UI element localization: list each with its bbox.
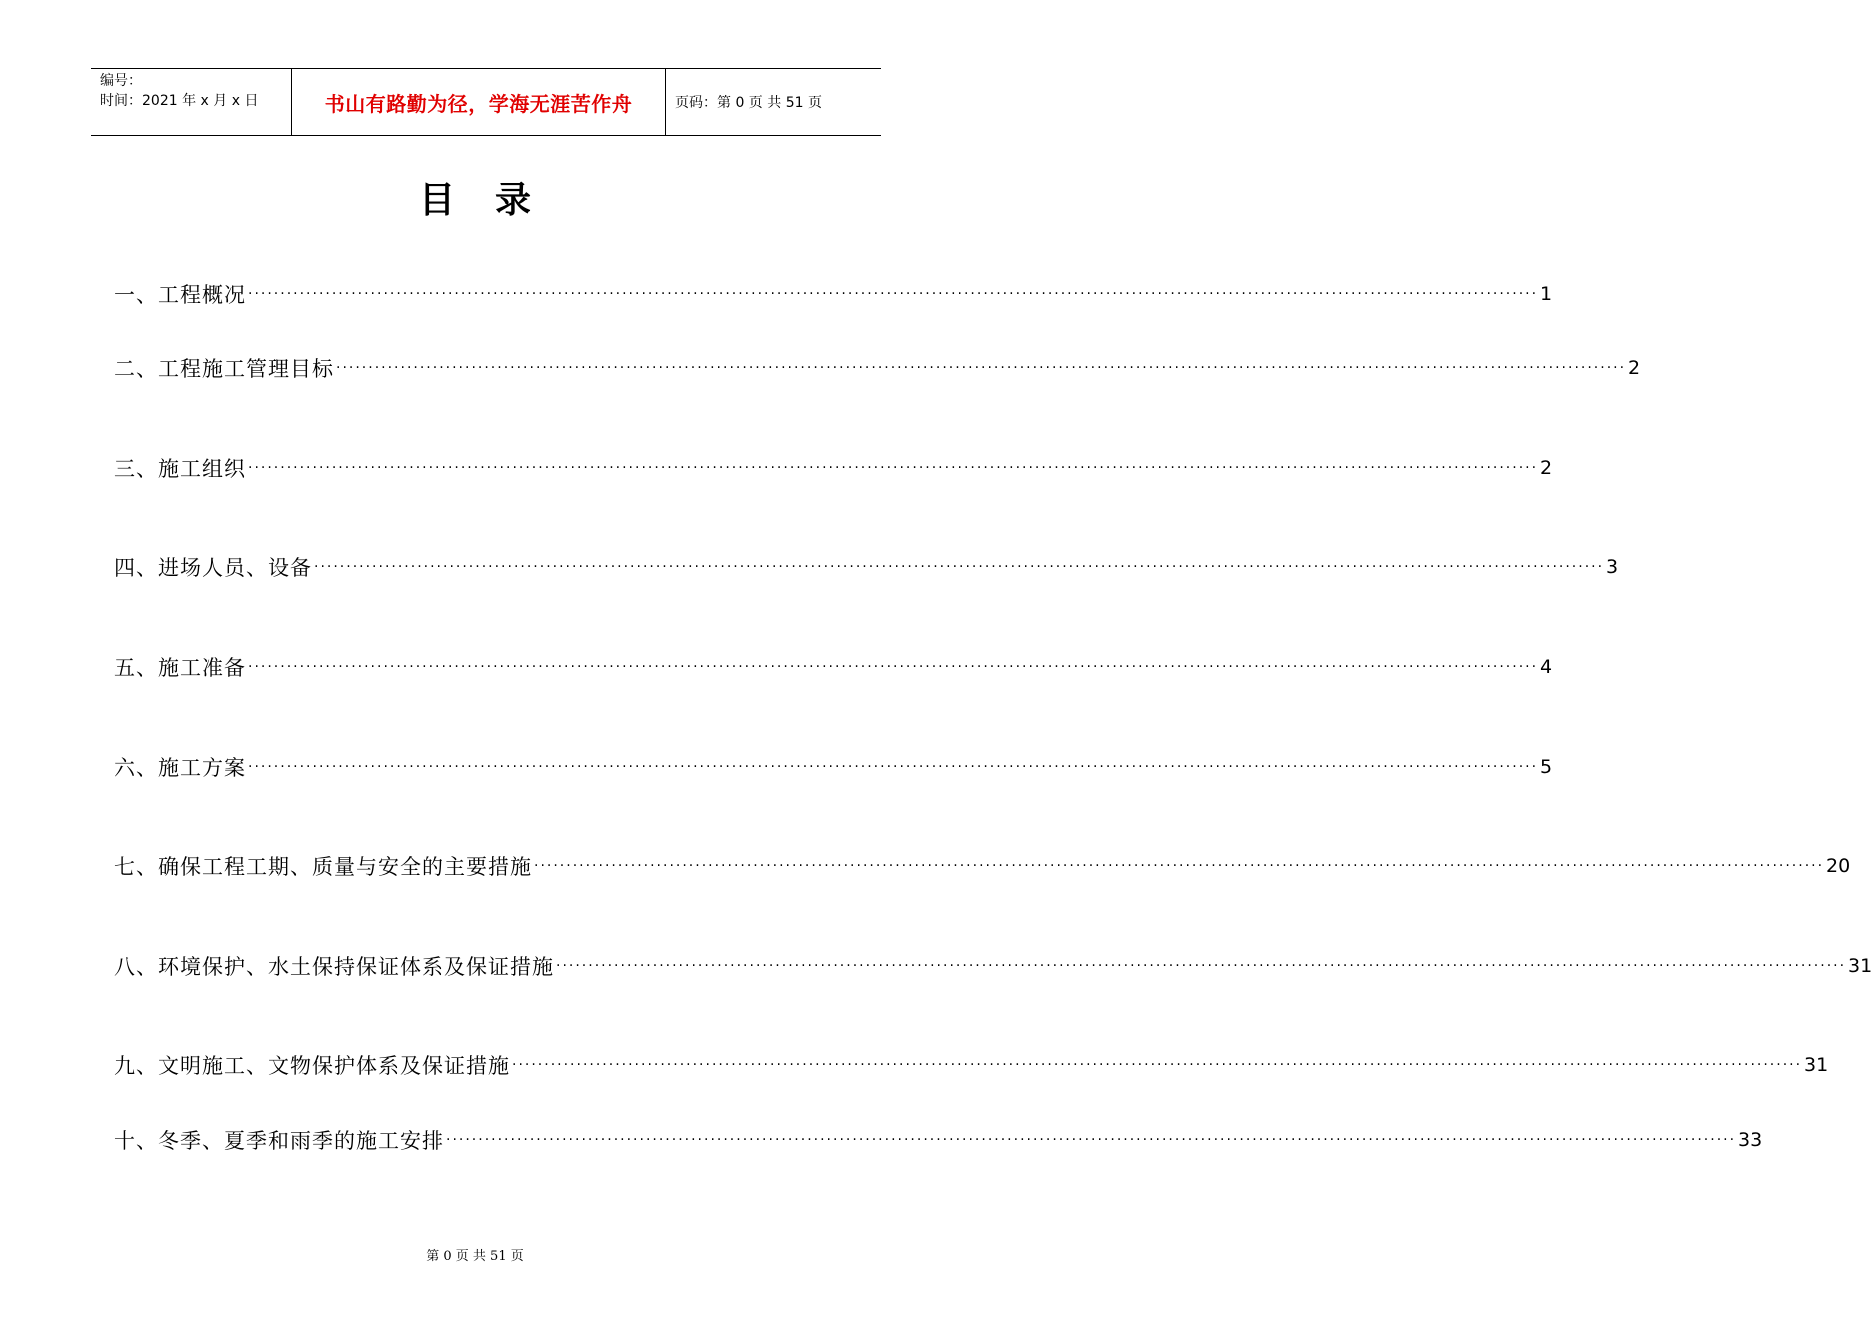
toc-item-label: 九、文明施工、文物保护体系及保证措施 [114,1054,510,1078]
toc-item-page: 33 [1738,1129,1763,1151]
toc-leader-dots: ········································································································································································································ [248,286,1539,302]
toc-item[interactable] [114,1125,1763,1155]
toc-item-page: 1 [1540,283,1553,305]
toc-item-label: 三、施工组织 [114,457,246,481]
page-footer: 第 0 页 共 51 页 [426,1249,524,1264]
document-date: 时间：2021 年 x 月 x 日 [100,93,259,109]
toc-leader-dots: ········································································································································································································ [248,659,1539,675]
toc-item[interactable] [114,1050,1829,1080]
toc-leader-dots: ········································································································································································································ [336,360,1627,376]
toc-item-label: 五、施工准备 [114,656,246,680]
toc-item[interactable] [114,652,1553,682]
toc-leader-dots: ········································································································································································································ [248,460,1539,476]
toc-item-page: 4 [1540,656,1553,678]
toc-item[interactable] [114,353,1641,383]
toc-item[interactable] [114,552,1619,582]
toc-item-page: 5 [1540,756,1553,778]
toc-item-page: 31 [1848,955,1872,977]
toc-item[interactable] [114,752,1553,782]
toc-item-label: 十、冬季、夏季和雨季的施工安排 [114,1129,444,1153]
toc-item-label: 七、确保工程工期、质量与安全的主要措施 [114,855,532,879]
toc-leader-dots: ········································································································································································································ [248,759,1539,775]
page-title: 目录 [418,180,571,221]
toc-item-page: 2 [1540,457,1553,479]
toc-item-label: 一、工程概况 [114,283,246,307]
toc-item-page: 2 [1628,357,1641,379]
toc-item-label: 六、施工方案 [114,756,246,780]
toc-item[interactable] [114,951,1872,981]
header-page-info: 页码：第 0 页 共 51 页 [675,95,822,111]
toc-leader-dots: ········································································································································································································ [512,1057,1803,1073]
header-meta [91,69,292,135]
toc-item[interactable] [114,453,1553,483]
toc-leader-dots: ········································································································································································································ [314,559,1605,575]
toc-item[interactable] [114,279,1553,309]
toc-item-page: 20 [1826,855,1851,877]
toc-leader-dots: ········································································································································································································ [446,1132,1737,1148]
toc-item-label: 八、环境保护、水土保持保证体系及保证措施 [114,955,554,979]
page-header [91,68,881,136]
toc-leader-dots: ········································································································································································································ [534,858,1825,874]
toc-item-page: 31 [1804,1054,1829,1076]
toc-item-page: 3 [1606,556,1619,578]
toc-leader-dots: ········································································································································································································ [556,958,1847,974]
toc-item-label: 二、工程施工管理目标 [114,357,334,381]
toc-item-label: 四、进场人员、设备 [114,556,312,580]
toc-item[interactable] [114,851,1851,881]
document-number-label: 编号： [100,73,142,89]
header-motto: 书山有路勤为径，学海无涯苦作舟 [292,69,666,135]
